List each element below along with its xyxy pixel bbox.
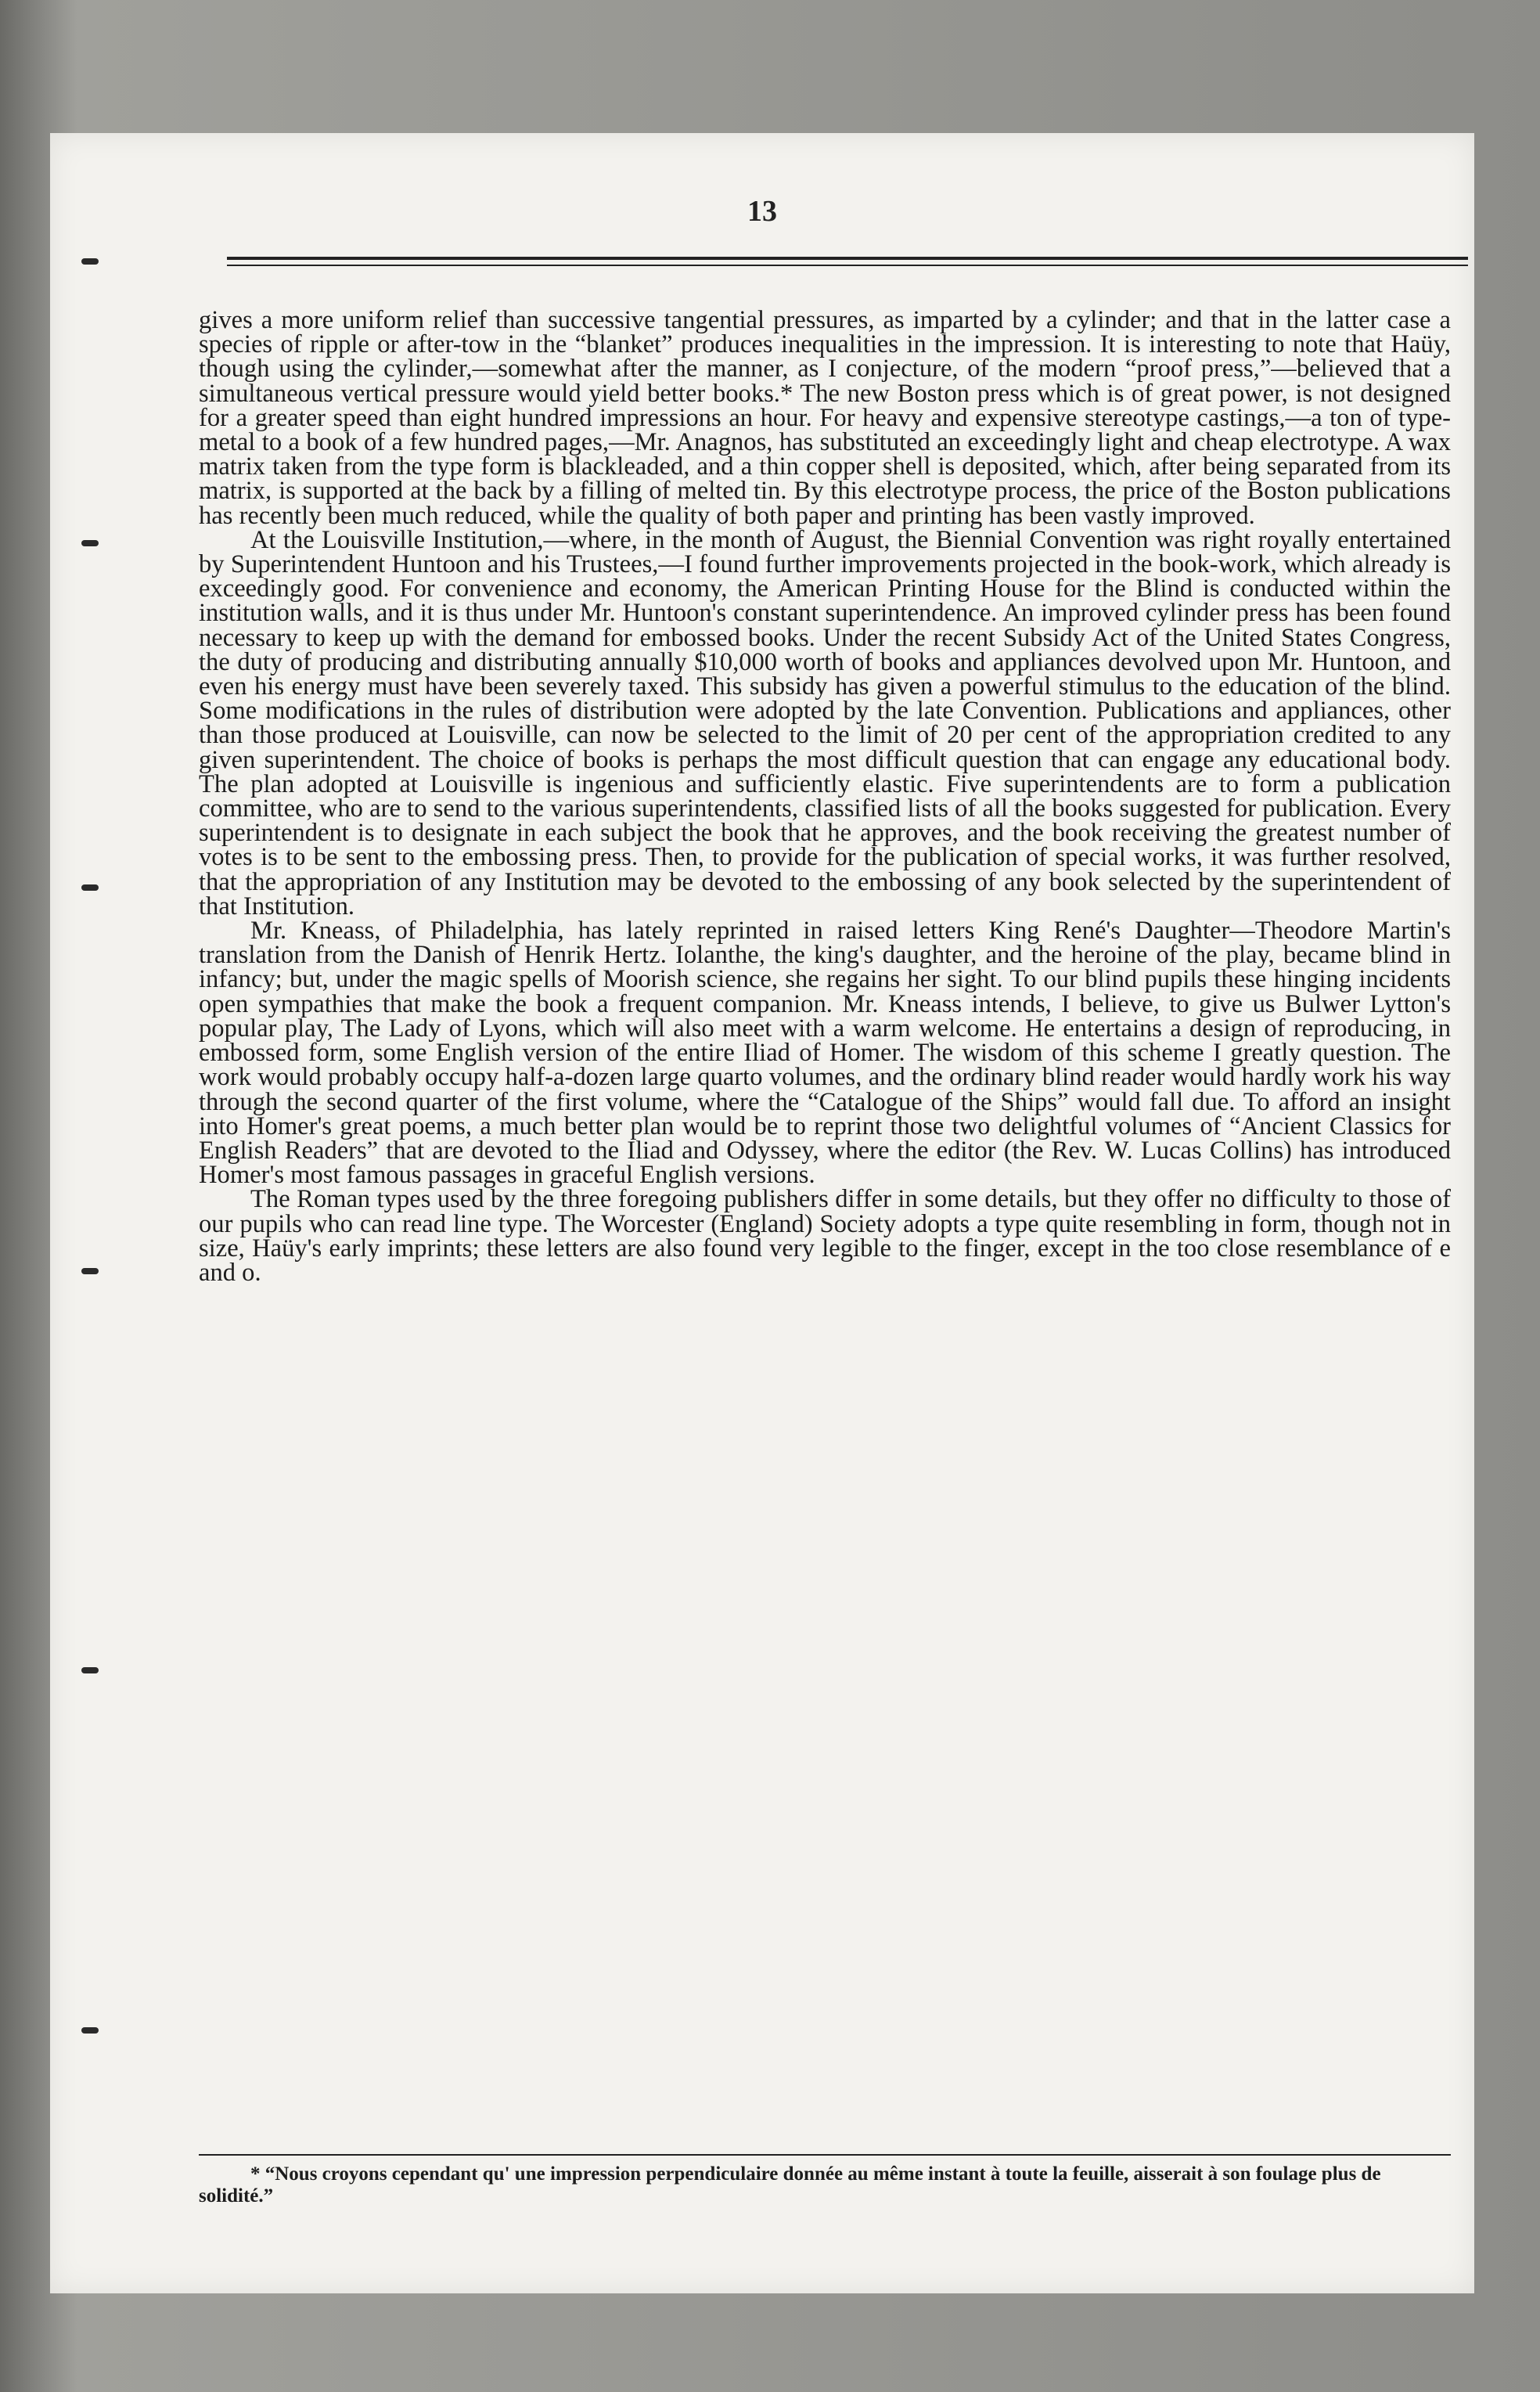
page-number: 13 <box>747 195 777 228</box>
paragraph: Mr. Kneass, of Philadelphia, has lately reprinted in raised letters King René's Daughter—Theodore Martin's translation from the Danish of Henrik Hertz. Iolanthe, the king's daughter, and the heroine of the play, became blind in infancy; but, under the magic spells of Moorish science, she regains her sight. To our blind pupils these hinging incidents open sympathies that make the book a frequent companion. Mr. Kneass intends, I believe, to give us Bulwer Lytton's popular play, The Lady of Lyons, which will also meet with a warm welcome. He entertains a design of reproducing, in embossed form, some English version of the entire Iliad of Homer. The wisdom of this scheme I greatly question. The work would probably occupy half-a-dozen large quarto volumes, and the ordinary blind reader would hardly work his way through the second quarter of the first volume, where the “Catalogue of the Ships” would fall due. To afford an insight into Homer's great poems, a much better plan would be to reprint those two delightful volumes of “Ancient Classics for English Readers” that are devoted to the Iliad and Odyssey, where the editor (the Rev. W. Lucas Collins) has introduced Homer's most famous passages in graceful English versions. <box>199 917 1451 1190</box>
binding-stitch <box>81 258 99 265</box>
body-text <box>199 308 1451 1285</box>
binding-stitch <box>81 1268 99 1274</box>
binding-stitch <box>81 1667 99 1673</box>
header-rule <box>227 257 1468 260</box>
footnote: * “Nous croyons cependant qu' une impression perpendiculaire donnée au même instant à toute la feuille, aisserait à son foulage plus de solidité.” <box>199 2163 1381 2206</box>
document-page <box>50 133 1474 2293</box>
binding-stitch <box>81 884 99 891</box>
paragraph: The Roman types used by the three foregoing publishers differ in some details, but they offer no difficulty to those of our pupils who can read line type. The Worcester (England) Society adopts a type quite resembling in form, though not in size, Haüy's early imprints; these letters are also found very legible to the finger, except in the too close resemblance of e and o. <box>199 1185 1451 1287</box>
header-rule-thin <box>227 265 1468 266</box>
binding-stitch <box>81 540 99 546</box>
paragraph: gives a more uniform relief than successive tangential pressures, as imparted by a cylinder; and that in the latter case a species of ripple or after-tow in the “blanket” produces inequalities in the impression. It is interesting to note that Haüy, though using the cylinder,—somewhat after the manner, as I conjecture, of the modern “proof press,”—believed that a simultaneous vertical pressure would yield better books.* The new Boston press which is of great power, is not designed for a greater speed than eight hundred impressions an hour. For heavy and expensive stereotype castings,—a ton of type-metal to a book of a few hundred pages,—Mr. Anagnos, has substituted an exceedingly light and cheap electrotype. A wax matrix taken from the type form is blackleaded, and a thin copper shell is deposited, which, after being separated from its matrix, is supported at the back by a filling of melted tin. By this electrotype process, the price of the Boston publications has recently been much reduced, while the quality of both paper and printing has been vastly improved. <box>199 306 1451 530</box>
binding-stitch <box>81 2027 99 2034</box>
paragraph: At the Louisville Institution,—where, in the month of August, the Biennial Convention was right royally entertained by Superintendent Huntoon and his Trustees,—I found further improvements projected in the book-work, which already is exceedingly good. For convenience and economy, the American Printing House for the Blind is conducted within the institution walls, and it is thus under Mr. Huntoon's constant superintendence. An improved cylinder press has been found necessary to keep up with the demand for embossed books. Under the recent Subsidy Act of the United States Congress, the duty of producing and distributing annually $10,000 worth of books and appliances devolved upon Mr. Huntoon, and even his energy must have been severely taxed. This subsidy has given a powerful stimulus to the education of the blind. Some modifications in the rules of distribution were adopted by the late Convention. Publications and appliances, other than those produced at Louisville, can now be selected to the limit of 20 per cent of the appropriation credited to any given superintendent. The choice of books is perhaps the most difficult question that can engage any educational body. The plan adopted at Louisville is ingenious and sufficiently elastic. Five superintendents are to form a publication committee, who are to send to the various superintendents, classified lists of all the books suggested for publication. Every superintendent is to designate in each subject the book that he approves, and the book receiving the greatest number of votes is to be sent to the embossing press. Then, to provide for the publication of special works, it was further resolved, that the appropriation of any Institution may be devoted to the embossing of any book selected by the superintendent of that Institution. <box>199 525 1451 920</box>
footnote-rule <box>199 2154 1451 2156</box>
